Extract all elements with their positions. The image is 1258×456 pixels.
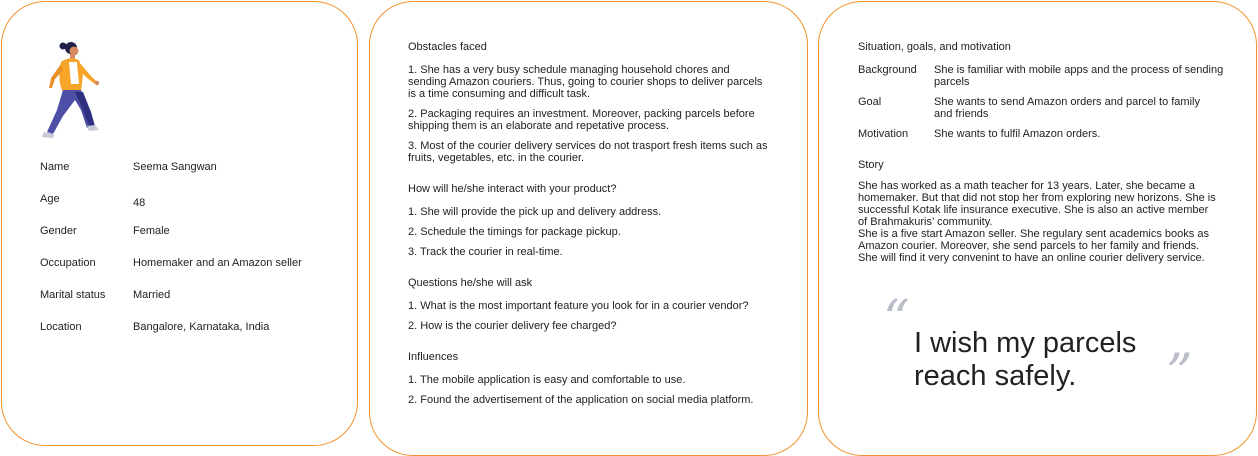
interact-item: 1. She will provide the pick up and delivery address. bbox=[408, 206, 662, 218]
close-quote-icon: ” bbox=[1166, 344, 1193, 404]
profile-value: Seema Sangwan bbox=[133, 161, 217, 173]
open-quote-icon: “ bbox=[883, 290, 910, 350]
situation-label: Background bbox=[858, 64, 917, 76]
situation-value: She is familiar with mobile apps and the process of sending parcels bbox=[934, 64, 1224, 88]
quote-line: reach safely. bbox=[914, 360, 1077, 392]
story-paragraph: She has worked as a math teacher for 13 years. Later, she became a homemaker. But that did not stop her from exploring new horizons. She is successful Kotak life insurance executive. She is also an active member of Brahmakuris’ community. bbox=[858, 180, 1216, 228]
persona-quote bbox=[914, 327, 1136, 393]
obstacle-item: 3. Most of the courier delivery services do not trasport fresh items such as fruits, vegetables, etc. in the courier. bbox=[408, 140, 768, 164]
influence-item: 1. The mobile application is easy and comfortable to use. bbox=[408, 374, 686, 386]
profile-value: Female bbox=[133, 225, 170, 237]
story-paragraph: She is a five start Amazon seller. She regulary sent academics books as Amazon courier. Moreover, she send parcels to her family and friends. She will find it very convenint to have an online courier delivery service. bbox=[858, 228, 1209, 264]
quote-line: I wish my parcels bbox=[914, 327, 1137, 359]
questions-heading: Questions he/she will ask bbox=[408, 277, 533, 289]
situation-label: Goal bbox=[858, 96, 882, 108]
story-heading: Story bbox=[858, 159, 884, 171]
question-item: 1. What is the most important feature you look for in a courier vendor? bbox=[408, 300, 749, 312]
profile-label: Gender bbox=[40, 225, 77, 237]
interact-item: 3. Track the courier in real-time. bbox=[408, 246, 563, 258]
influences-heading: Influences bbox=[408, 351, 459, 363]
influence-item: 2. Found the advertisement of the application on social media platform. bbox=[408, 394, 754, 406]
situation-value: She wants to send Amazon orders and parcel to family and friends bbox=[934, 96, 1200, 120]
needs-card bbox=[369, 1, 808, 456]
interact-heading: How will he/she interact with your product? bbox=[408, 183, 617, 195]
situation-heading: Situation, goals, and motivation bbox=[858, 41, 1011, 53]
situation-label: Motivation bbox=[858, 128, 909, 140]
situation-value: She wants to fulfil Amazon orders. bbox=[934, 128, 1101, 140]
profile-label: Occupation bbox=[40, 257, 96, 269]
question-item: 2. How is the courier delivery fee charged? bbox=[408, 320, 617, 332]
profile-value: Bangalore, Karnataka, India bbox=[133, 321, 270, 333]
persona-illustration bbox=[39, 38, 105, 142]
profile-value: 48 bbox=[133, 197, 146, 209]
profile-card bbox=[1, 1, 358, 446]
obstacle-item: 2. Packaging requires an investment. Moreover, packing parcels before shipping them is an elaborate and repetative process. bbox=[408, 108, 755, 132]
profile-value: Homemaker and an Amazon seller bbox=[133, 257, 302, 269]
profile-label: Marital status bbox=[40, 289, 106, 301]
profile-label: Name bbox=[40, 161, 70, 173]
interact-item: 2. Schedule the timings for package pickup. bbox=[408, 226, 621, 238]
obstacle-item: 1. She has a very busy schedule managing household chores and sending Amazon couriers. Thus, going to courier shops to deliver parcels is a time consuming and difficult task. bbox=[408, 64, 763, 100]
profile-label: Age bbox=[40, 193, 60, 205]
story-card bbox=[818, 1, 1257, 456]
profile-value: Married bbox=[133, 289, 171, 301]
profile-label: Location bbox=[40, 321, 82, 333]
obstacles-heading: Obstacles faced bbox=[408, 41, 487, 53]
